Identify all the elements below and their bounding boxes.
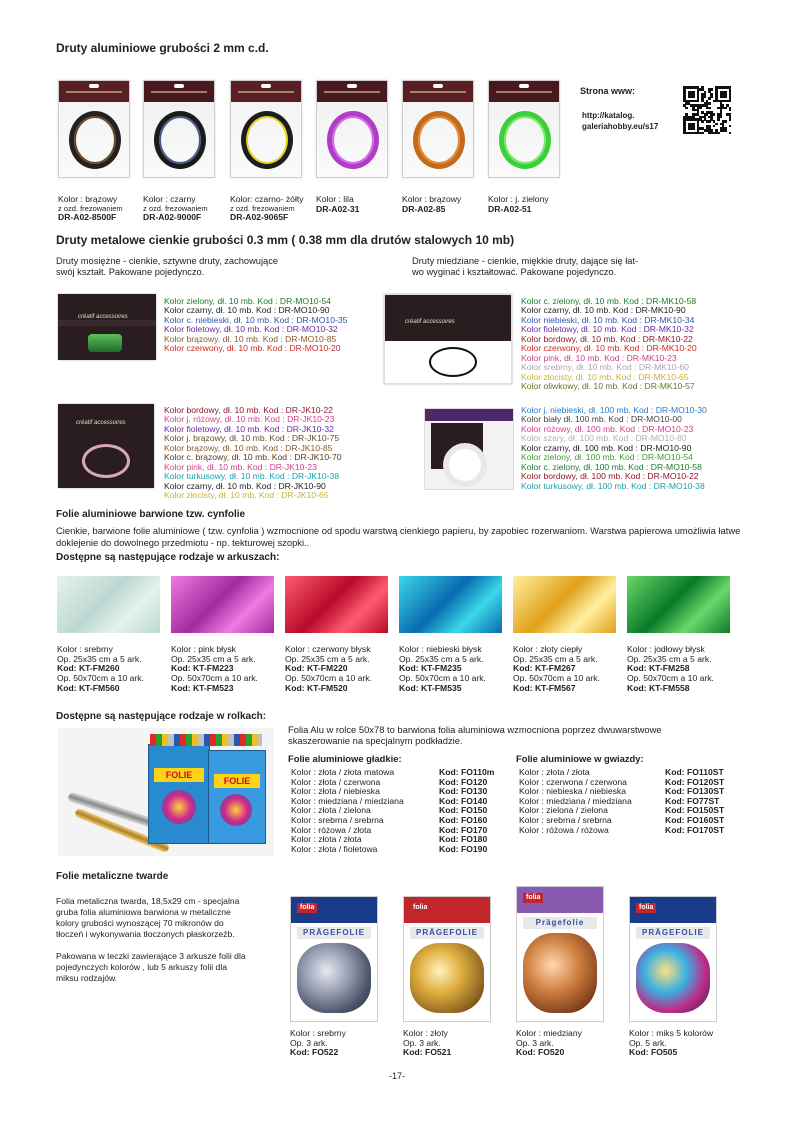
foil-sheet-s2: Op. 50x70cm a 10 ark. [399,672,486,683]
metal-hard-description [56,896,246,984]
wire-code: DR-A02-9065F [230,212,289,223]
metal-foil-code: Kod: FO522 [290,1047,339,1058]
foil-sheet-name: Kolor : jodłowy błysk [627,644,705,654]
wire-finish: z ozd. frezowaniem [230,203,295,213]
package-hang-hole [519,84,529,88]
wire-spec-line: Kolor brązowy, dł. 10 mb. Kod : DR-MO10-85 [164,333,337,344]
wire-caption [143,195,208,223]
package-label-strip [238,91,294,93]
rolls-box-label: FOLIE [154,768,204,782]
foil-sheet-swatch [399,576,502,633]
metal-foil-name: Kolor : srebrny [290,1028,346,1038]
package-title: PRÄGEFOLIE [297,927,371,939]
wire-coil [327,111,379,169]
wire-spec-line: Kolor turkusowy, dł. 10 mb. Kod : DR-JK10-38 [164,471,340,482]
foil-sheet-s2: Op. 50x70cm a 10 ark. [171,672,258,683]
sheets-subtitle: Dostępne są następujące rodzaje w arkuszach: [56,552,280,563]
metal-foil-package-image [516,886,604,1022]
foil-sheet-s1: Op. 25x35 cm a 5 ark. [171,653,256,664]
foil-roll-row [519,826,725,836]
jewelry-wire-list [164,406,342,501]
smooth-foils-table [291,768,495,854]
jewelry-wire-package-image [58,404,154,488]
foil-sheet-s2: Op. 50x70cm a 10 ark. [627,672,714,683]
metal-foil-package-image [629,896,717,1022]
star-foils-title: Folie aluminiowe w gwiazdy: [516,753,644,764]
foil-roll-color: Kolor : różowa / różowa [519,824,609,835]
wire-spec-line: Kolor fioletowy, dł. 10 mb. Kod : DR-MK10-32 [521,324,694,335]
wire-spec-line: Kolor c. brązowy, dł. 10 mb. Kod : DR-JK10-70 [164,452,342,463]
foil-color-description: Cienkie, barwione folie aluminiowe ( tzw. cynfolia ) wzmocnione od spodu warstwą cienkiego papieru, by zapobiec rozerwaniom. Warstwa papierowa umożliwia łatwe doklejenie do dowolnego przedmiotu - np. tekturowej szopki.. [56,525,741,548]
package-label: créatif accessoires [405,319,455,325]
foil-roll-color: Kolor : złota / złota [291,834,362,845]
package-hang-hole [347,84,357,88]
foil-sheet-swatch [513,576,616,633]
foil-roll-code: Kod: FO180 [439,834,488,845]
wire-coil [499,111,551,169]
spool-wire-list [521,406,707,491]
package-hang-hole [433,84,443,88]
copper-wire-list [521,297,697,392]
foil-roll-color: Kolor : złota / zielona [291,805,371,816]
foil-roll-code: Kod: FO110m [439,767,495,777]
foil-sheet-name: Kolor : czerwony błysk [285,644,371,654]
package-hang-hole [89,84,99,88]
foil-roll-color: Kolor : złota / fioletowa [291,843,378,854]
metal-foil-name: Kolor : miedziany [516,1028,582,1038]
wire-code: DR-A02-31 [316,203,360,214]
package-label: créatif accessoires [78,314,128,320]
package-artwork [297,943,371,1013]
wire-spec-line: Kolor bordowy, dł. 10 mb. Kod : DR-JK10-22 [164,405,333,415]
foil-sheet-swatch [285,576,388,633]
foil-sheet-name: Kolor : srebrny [57,644,113,654]
wire-spec-line: Kolor pink, dł. 10 mb. Kod : DR-MK10-23 [521,352,677,363]
wire-spec-line: Kolor czerwony, dł. 10 mb. Kod : DR-MO10-20 [164,343,341,354]
wire-spec-line: Kolor złocisty, dł. 10 mb. Kod : DR-JK10-65 [164,490,329,501]
wire-color: Kolor : brązowy [402,194,462,204]
wire-code: DR-A02-9000F [143,212,202,223]
wire-code: DR-A02-8500F [58,212,117,223]
package-label-strip [324,91,380,93]
foil-sheet-k2: Kod: KT-FM535 [399,682,462,693]
foil-sheet-k1: Kod: KT-FM235 [399,663,462,674]
section-title-metal-hard: Folie metaliczne twarde [56,871,169,882]
package-brand: folia [523,893,543,903]
foil-roll-color: Kolor : srebrna / srebrna [519,814,612,825]
website-url-line2: galeriahobby.eu/s17 [582,121,659,131]
section-title-wires-2mm: Druty aluminiowe grubości 2 mm c.d. [56,41,269,55]
foil-sheet-k1: Kod: KT-FM267 [513,663,576,674]
metal-foil-caption [403,1029,451,1058]
foil-roll-row [291,845,495,855]
package-hang-hole [174,84,184,88]
foil-sheet-s2: Op. 50x70cm a 10 ark. [513,672,600,683]
wire-package-image [316,80,388,178]
foil-roll-code: Kod: FO77ST [665,795,720,806]
foil-sheet-name: Kolor : złoty ciepły [513,644,583,654]
metal-desc-line: Pakowana w teczki zawierające 3 arkusze folii dla [56,951,246,961]
package-artwork [523,933,597,1013]
wire-coil [413,111,465,169]
wire-spec-line: Kolor c. niebieski, dł. 10 mb. Kod : DR-MO10-35 [164,314,348,325]
foil-roll-code: Kod: FO190 [439,843,488,854]
foil-sheet-swatch [171,576,274,633]
foil-sheet-s1: Op. 25x35 cm a 5 ark. [399,653,484,664]
rolls-desc-line1: Folia Alu w rolce 50x78 to barwiona folia aluminiowa wzmocniona poprzez dwuwarstwowe [288,724,662,735]
wire-spec-line: Kolor turkusowy, dł. 100 mb. Kod : DR-MO10-38 [521,480,705,491]
foil-sheet-s2: Op. 50x70cm a 10 ark. [57,672,144,683]
package-brand: folia [410,903,430,913]
package-hang-hole [261,84,271,88]
wire-spec-line: Kolor c. zielony, dł. 10 mb. Kod : DR-MK10-58 [521,296,697,306]
wire-color: Kolor : brązowy [58,194,118,204]
wire-spec-line: Kolor niebieski, dł. 10 mb. Kod : DR-MK10-34 [521,314,695,325]
metal-desc-line: tłoczeń i wykonywania tłoczonych płaskorzeźb. [56,929,235,939]
package-title: Prägefolie [523,917,597,929]
foil-sheet-s2: Op. 50x70cm a 10 ark. [285,672,372,683]
foil-roll-code: Kod: FO150 [439,805,488,816]
metal-desc-line: miksu rodzajów. [56,973,118,983]
smooth-foils-title: Folie aluminiowe gładkie: [288,753,402,764]
page-number: -17- [388,1071,405,1081]
wire-color: Kolor : lila [316,194,354,204]
foil-sheet-swatch [627,576,730,633]
package-brand: folia [297,903,317,913]
foil-roll-color: Kolor : niebieska / niebieska [519,786,627,797]
rolls-box-label: FOLIE [214,774,260,788]
package-artwork [410,943,484,1013]
foil-sheet-caption [171,645,258,693]
metal-foil-qty: Op. 3 ark. [290,1037,328,1048]
foil-sheet-name: Kolor : niebieski błysk [399,644,482,654]
package-label: créatif accessoires [76,420,126,426]
wire-coil [154,111,206,169]
metal-foil-code: Kod: FO521 [403,1047,452,1058]
wire-caption [316,195,359,214]
wire-code: DR-A02-51 [488,203,532,214]
foil-sheet-k1: Kod: KT-FM260 [57,663,120,674]
wire-code: DR-A02-85 [402,203,446,214]
wire-color: Kolor : j. zielony [488,194,549,204]
foil-roll-code: Kod: FO160ST [665,814,725,825]
metal-foil-code: Kod: FO520 [516,1047,565,1058]
foil-sheet-s1: Op. 25x35 cm a 5 ark. [285,653,370,664]
foil-sheet-k1: Kod: KT-FM220 [285,663,348,674]
metal-foil-name: Kolor : miks 5 kolorów [629,1028,714,1038]
foil-roll-code: Kod: FO150ST [665,805,725,816]
foil-sheet-caption [285,645,372,693]
wire-spec-line: Kolor bordowy, dł. 100 mb. Kod : DR-MO10-22 [521,471,699,482]
foil-roll-code: Kod: FO140 [439,795,488,806]
brass-wire-package-image [58,294,156,360]
foil-roll-code: Kod: FO120 [439,776,488,787]
spool-wire-package-image [424,408,514,490]
website-url-line1: http://katalog. [582,111,635,120]
package-label-strip [410,91,466,93]
foil-roll-color: Kolor : zielona / zielona [519,805,608,816]
wire-spec-line: Kolor różowy, dł. 100 mb. Kod : DR-MO10-23 [521,423,694,434]
foil-roll-color: Kolor : złota / czerwona [291,776,381,787]
wire-spec-line: Kolor szary, dł. 100 mb. Kod : DR-MO10-80 [521,433,687,444]
foil-roll-code: Kod: FO160 [439,814,488,825]
wire-package-image [488,80,560,178]
wire-spec-line: Kolor biały dł. 100 mb. Kod : DR-MO10-00 [521,414,682,425]
wire-spec-line: Kolor zielony, dł. 100 mb. Kod : DR-MO10-54 [521,452,693,463]
wire-spec-line: Kolor pink, dł. 10 mb. Kod : DR-JK10-23 [164,461,317,472]
wire-spec-line: Kolor j. niebieski, dł. 100 mb. Kod : DR-MO10-30 [521,405,707,415]
wire-spec-line: Kolor czarny, dł. 10 mb. Kod : DR-MO10-90 [164,305,330,316]
wire-package-image [230,80,302,178]
foil-sheet-k2: Kod: KT-FM558 [627,682,690,693]
wire-spec-line: Kolor j. różowy, dł. 10 mb. Kod : DR-JK10-23 [164,414,335,425]
wire-spec-line: Kolor czarny, dł. 10 mb. Kod : DR-JK10-90 [164,480,326,491]
copper-description [412,256,638,278]
wire-color: Kolor: czarno- żółty [230,194,304,204]
foil-roll-color: Kolor : srebrna / srebrna [291,814,384,825]
foil-roll-code: Kod: FO130 [439,786,488,797]
foil-roll-color: Kolor : miedziana / miedziana [291,795,404,806]
brass-desc-line1: Druty mosiężne - cienkie, sztywne druty, zachowujące [56,256,279,266]
metal-foil-caption [516,1029,582,1058]
rolls-desc-line2: skaszerowanie na specjalnym podkładzie. [288,735,463,747]
wire-finish: z ozd. frezowaniem [143,203,208,213]
foil-roll-code: Kod: FO110ST [665,767,724,777]
wire-caption [402,195,461,214]
wire-spec-line: Kolor oliwkowy, dł. 10 mb. Kod : DR-MK10-57 [521,381,695,392]
foil-roll-color: Kolor : różowa / złota [291,824,372,835]
brass-wire-list [164,297,347,354]
rolls-subtitle: Dostępne są następujące rodzaje w rolkach: [56,711,267,722]
wire-spec-line: Kolor czerwony, dł. 10 mb. Kod : DR-MK10-20 [521,343,697,354]
wire-spec-line: Kolor zielony, dł. 10 mb. Kod : DR-MO10-54 [164,296,332,306]
wire-finish: z ozd. frezowaniem [58,203,123,213]
foil-sheet-caption [627,645,714,693]
metal-foil-qty: Op. 3 ark. [403,1037,441,1048]
foil-sheet-k2: Kod: KT-FM567 [513,682,576,693]
package-title: PRÄGEFOLIE [410,927,484,939]
foil-sheet-caption [513,645,600,693]
foil-roll-color: Kolor : miedziana / miedziana [519,795,632,806]
foil-roll-code: Kod: FO170 [439,824,488,835]
wire-coil [241,111,293,169]
section-title-foil-color: Folie aluminiowe barwione tzw. cynfolie [56,509,246,520]
wire-caption [58,195,123,223]
wire-color: Kolor : czarny [143,194,196,204]
metal-foil-name: Kolor : złoty [403,1028,448,1038]
wire-spec-line: Kolor brązowy, dł. 10 mb. Kod : DR-JK10-85 [164,442,333,453]
brass-description [56,256,278,278]
foil-sheet-k2: Kod: KT-FM520 [285,682,348,693]
wire-spec-line: Kolor srebrny, dł. 10 mb. Kod : DR-MK10-60 [521,362,689,373]
wire-package-image [58,80,130,178]
foil-roll-code: Kod: FO120ST [665,776,725,787]
metal-desc-line: kolory grubości wynoszącej 70 mikronów do [56,918,224,928]
wire-caption [230,195,304,223]
wire-spec-line: Kolor fioletowy, dł. 10 mb. Kod : DR-JK10-32 [164,423,334,434]
foil-roll-color: Kolor : złota / niebieska [291,786,380,797]
metal-foil-caption [290,1029,346,1058]
foil-sheet-k2: Kod: KT-FM560 [57,682,120,693]
metal-foil-package-image [403,896,491,1022]
wire-coil [69,111,121,169]
foil-roll-color: Kolor : złota / złota matowa [291,767,395,777]
package-label-strip [496,91,552,93]
package-brand: folia [636,903,656,913]
package-title: PRÄGEFOLIE [636,927,710,939]
package-label-strip [66,91,122,93]
foil-sheet-swatch [57,576,160,633]
wire-spec-line: Kolor bordowy, dł. 10 mb. Kod : DR-MK10-22 [521,333,693,344]
foil-sheet-k2: Kod: KT-FM523 [171,682,234,693]
metal-foil-qty: Op. 3 ark. [516,1037,554,1048]
wire-package-image [143,80,215,178]
wire-caption [488,195,549,214]
star-foils-table [519,768,725,835]
section-title-thin-wires: Druty metalowe cienkie grubości 0.3 mm ( 0.38 mm dla drutów stalowych 10 mb) [56,233,515,247]
website-label: Strona www: [580,86,636,96]
foil-sheet-s1: Op. 25x35 cm a 5 ark. [627,653,712,664]
foil-sheet-name: Kolor : pink błysk [171,644,236,654]
foil-rolls-image [58,728,274,856]
wire-spec-line: Kolor j. brązowy, dł. 10 mb. Kod : DR-JK10-75 [164,433,340,444]
metal-foil-package-image [290,896,378,1022]
package-artwork [636,943,710,1013]
foil-roll-code: Kod: FO130ST [665,786,725,797]
foil-sheet-caption [57,645,144,693]
metal-foil-code: Kod: FO505 [629,1047,678,1058]
metal-desc-line: gruba folia aluminiowa barwiona w metaliczne [56,907,231,917]
foil-roll-color: Kolor : złota / złota [519,767,590,777]
metal-desc-line: Folia metaliczna twarda, 18,5x29 cm - specjalna [56,896,240,906]
copper-wire-package-image [384,294,512,384]
foil-sheet-caption [399,645,486,693]
package-label-strip [151,91,207,93]
foil-sheet-s1: Op. 25x35 cm a 5 ark. [513,653,598,664]
copper-desc-line2: wo wyginać i kształtować. Pakowane pojedynczo. [412,267,617,278]
metal-desc-line: pojedynczych kolorów , lub 5 arkuszy folii dla [56,962,228,972]
website-url[interactable] [582,111,658,133]
foil-roll-code: Kod: FO170ST [665,824,725,835]
wire-spec-line: Kolor fioletowy, dł. 10 mb. Kod : DR-MO10-32 [164,324,338,335]
wire-spec-line: Kolor czarny, dł. 10 mb. Kod : DR-MK10-90 [521,305,686,316]
metal-foil-caption [629,1029,713,1058]
foil-sheet-k1: Kod: KT-FM223 [171,663,234,674]
wire-package-image [402,80,474,178]
foil-sheet-s1: Op. 25x35 cm a 5 ark. [57,653,142,664]
brass-desc-line2: swój kształt. Pakowane pojedynczo. [56,267,205,278]
foil-roll-color: Kolor : czerwona / czerwona [519,776,627,787]
wire-spec-line: Kolor czarny, dł. 100 mb. Kod : DR-MO10-90 [521,442,692,453]
wire-spec-line: Kolor c. zielony, dł. 100 mb. Kod : DR-MO10-58 [521,461,702,472]
metal-desc-line [56,940,246,951]
wire-spec-line: Kolor złocisty, dł. 10 mb. Kod : DR-MK10-65 [521,371,689,382]
rolls-description [288,724,662,747]
qr-code-icon [683,86,731,134]
metal-foil-qty: Op. 5 ark. [629,1037,667,1048]
foil-sheet-k1: Kod: KT-FM258 [627,663,690,674]
copper-desc-line1: Druty miedziane - cienkie, miękkie druty, dające się łat- [412,256,639,266]
